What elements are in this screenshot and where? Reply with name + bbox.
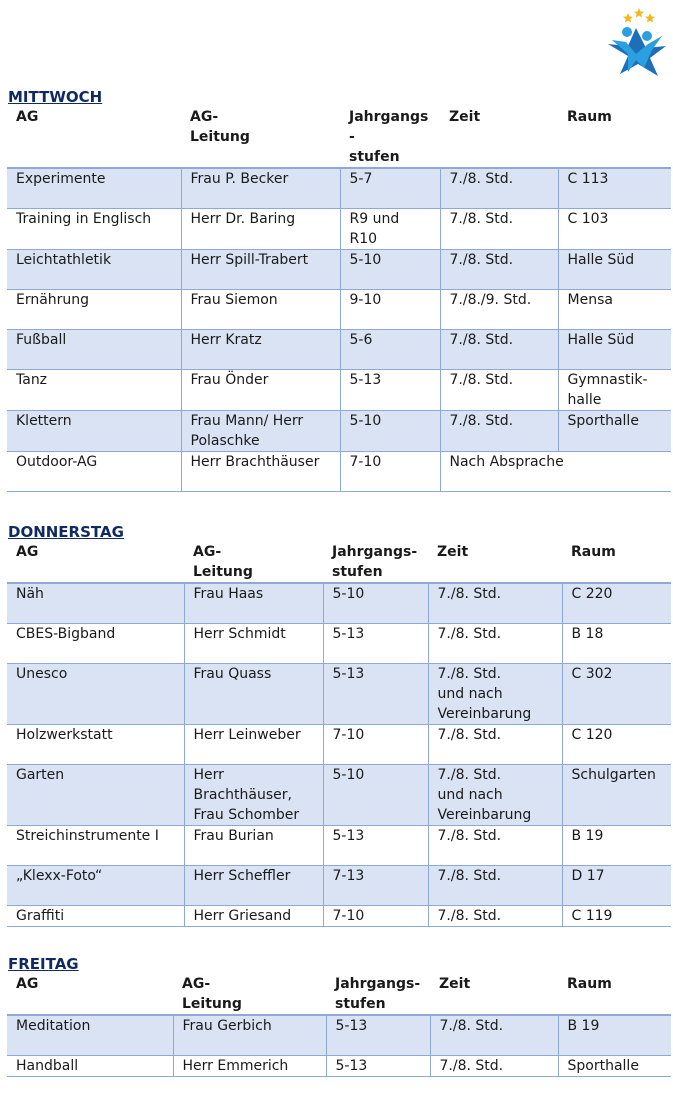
cell-ag: Streichinstrumente I bbox=[16, 827, 159, 844]
table-row bbox=[7, 289, 671, 329]
cell-zeit: Nach Absprache bbox=[440, 451, 671, 491]
cell-zeit: 7./8. Std. bbox=[430, 1055, 558, 1076]
section-mittwoch bbox=[7, 87, 671, 492]
cell-ag: Graffiti bbox=[16, 907, 65, 924]
col-header-raum: Raum bbox=[567, 976, 612, 992]
cell-ag: Experimente bbox=[7, 168, 181, 208]
table-row bbox=[7, 764, 671, 825]
cell-raum: C 113 bbox=[558, 168, 671, 208]
cell-zeit: 7./8. Std. bbox=[440, 249, 558, 289]
cell-zeit: 7./8. Std. bbox=[428, 905, 562, 926]
cell-zeit: 7./8./9. Std. bbox=[440, 289, 558, 329]
table-row bbox=[7, 825, 671, 865]
cell-raum: B 19 bbox=[558, 1015, 671, 1055]
section-freitag bbox=[7, 954, 671, 1077]
header-row bbox=[7, 974, 671, 1015]
table-row bbox=[7, 168, 671, 208]
cell-raum: C 103 bbox=[558, 208, 671, 249]
cell-stufen: 7-10 bbox=[323, 905, 428, 926]
cell-ag: Fußball bbox=[7, 329, 181, 369]
cell-ag: Tanz bbox=[16, 371, 48, 388]
cell-raum: C 120 bbox=[562, 724, 671, 764]
cell-raum: Sporthalle bbox=[558, 1055, 671, 1076]
cell-zeit: 7./8. Std. bbox=[428, 865, 562, 905]
cell-zeit: 7./8. Std. bbox=[428, 724, 562, 764]
cell-ag: Unesco bbox=[7, 663, 184, 724]
cell-stufen: 5-10 bbox=[323, 764, 428, 825]
col-header-stufen bbox=[326, 974, 430, 1015]
cell-ag: Näh bbox=[7, 583, 184, 623]
col-header-leitung bbox=[184, 542, 323, 583]
cell-zeit: 7./8. Std. bbox=[428, 623, 562, 663]
section-donnerstag bbox=[7, 522, 671, 927]
cell-leitung: Herr Kratz bbox=[181, 329, 340, 369]
cell-stufen: 5-13 bbox=[323, 825, 428, 865]
cell-ag: „Klexx-Foto“ bbox=[7, 865, 184, 905]
cell-zeit: 7./8. Std. bbox=[440, 369, 558, 410]
table-row bbox=[7, 623, 671, 663]
cell-leitung: Herr Schmidt bbox=[184, 623, 323, 663]
table-row bbox=[7, 583, 671, 623]
cell-stufen: 5-13 bbox=[323, 623, 428, 663]
cell-stufen: 5-6 bbox=[340, 329, 440, 369]
cell-leitung: Herr Scheffler bbox=[184, 865, 323, 905]
col-header-leitung bbox=[181, 107, 340, 168]
col-header-zeit: Zeit bbox=[449, 109, 481, 125]
cell-ag: Outdoor-AG bbox=[16, 453, 98, 470]
day-title: DONNERSTAG bbox=[8, 523, 124, 541]
cell-stufen: 5-7 bbox=[340, 168, 440, 208]
header-row bbox=[7, 542, 671, 583]
cell-raum: Mensa bbox=[558, 289, 671, 329]
col-header-ag: AG bbox=[16, 109, 39, 125]
cell-leitung: Herr Brachthäuser bbox=[181, 451, 340, 491]
cell-raum: C 302 bbox=[562, 663, 671, 724]
cell-leitung: Frau Quass bbox=[184, 663, 323, 724]
cell-zeit: 7./8. Std. bbox=[440, 208, 558, 249]
cell-zeit: 7./8. Std. und nach Vereinbarung bbox=[428, 764, 562, 825]
cell-raum: C 220 bbox=[562, 583, 671, 623]
cell-zeit: 7./8. Std. bbox=[428, 825, 562, 865]
col-header-stufen bbox=[323, 542, 428, 583]
cell-leitung: Frau Mann/ Herr Polaschke bbox=[181, 410, 340, 451]
table-row bbox=[7, 905, 671, 926]
cell-ag: Garten bbox=[7, 764, 184, 825]
cell-stufen: 7-10 bbox=[340, 451, 440, 491]
cell-stufen: 5-10 bbox=[323, 583, 428, 623]
cell-stufen: 9-10 bbox=[340, 289, 440, 329]
cell-raum: C 119 bbox=[562, 905, 671, 926]
cell-raum: Gymnastik- halle bbox=[558, 369, 671, 410]
cell-zeit: 7./8. Std. bbox=[440, 329, 558, 369]
cell-zeit: 7./8. Std. bbox=[440, 410, 558, 451]
cell-stufen: 5-10 bbox=[340, 249, 440, 289]
school-logo-icon bbox=[606, 6, 668, 78]
star-icon bbox=[645, 13, 655, 23]
header-line: Jahrgangs- stufen bbox=[332, 544, 418, 580]
star-icon bbox=[623, 13, 633, 23]
cell-ag: Klettern bbox=[7, 410, 181, 451]
table-row bbox=[7, 451, 671, 491]
cell-raum: Sporthalle bbox=[558, 410, 671, 451]
header-line: Jahrgangs- stufen bbox=[335, 976, 421, 1012]
table-row bbox=[7, 1015, 671, 1055]
cell-stufen: 5-13 bbox=[340, 369, 440, 410]
cell-ag: Holzwerkstatt bbox=[16, 726, 113, 743]
col-header-stufen bbox=[340, 107, 440, 168]
table-row bbox=[7, 663, 671, 724]
cell-raum: B 19 bbox=[562, 825, 671, 865]
header-line: Jahrgangs - stufen bbox=[349, 109, 429, 165]
table-row bbox=[7, 724, 671, 764]
table-row bbox=[7, 1055, 671, 1076]
cell-leitung: Frau Önder bbox=[181, 369, 340, 410]
cell-stufen: 7-10 bbox=[323, 724, 428, 764]
header-line: AG- Leitung bbox=[182, 976, 242, 1012]
day-title: MITTWOCH bbox=[8, 88, 103, 106]
table-row bbox=[7, 865, 671, 905]
table-row bbox=[7, 369, 671, 410]
col-header-raum: Raum bbox=[571, 544, 616, 560]
cell-stufen: 5-13 bbox=[326, 1055, 430, 1076]
cell-ag: CBES-Bigband bbox=[16, 625, 116, 642]
cell-ag: Training in Englisch bbox=[16, 210, 152, 227]
cell-leitung: Herr Dr. Baring bbox=[181, 208, 340, 249]
header-line: AG- Leitung bbox=[190, 109, 250, 145]
cell-raum: Halle Süd bbox=[558, 249, 671, 289]
cell-leitung: Frau P. Becker bbox=[181, 168, 340, 208]
cell-stufen: 5-13 bbox=[323, 663, 428, 724]
col-header-zeit: Zeit bbox=[437, 544, 469, 560]
cell-zeit: 7./8. Std. bbox=[440, 168, 558, 208]
table-row bbox=[7, 329, 671, 369]
cell-leitung: Frau Siemon bbox=[181, 289, 340, 329]
cell-zeit: 7./8. Std. bbox=[428, 583, 562, 623]
star-icon bbox=[634, 8, 644, 18]
day-title: FREITAG bbox=[8, 955, 79, 973]
cell-leitung: Frau Burian bbox=[184, 825, 323, 865]
cell-leitung: Frau Gerbich bbox=[173, 1015, 326, 1055]
col-header-ag: AG bbox=[16, 976, 39, 992]
col-header-raum: Raum bbox=[567, 109, 612, 125]
cell-raum: D 17 bbox=[562, 865, 671, 905]
cell-leitung: Herr Emmerich bbox=[173, 1055, 326, 1076]
cell-raum: B 18 bbox=[562, 623, 671, 663]
table-row bbox=[7, 249, 671, 289]
cell-leitung: Herr Brachthäuser, Frau Schomber bbox=[184, 764, 323, 825]
cell-leitung: Herr Spill-Trabert bbox=[181, 249, 340, 289]
col-header-zeit: Zeit bbox=[439, 976, 471, 992]
table-row bbox=[7, 208, 671, 249]
ag-table bbox=[7, 542, 671, 927]
cell-zeit: 7./8. Std. und nach Vereinbarung bbox=[428, 663, 562, 724]
cell-ag: Meditation bbox=[7, 1015, 173, 1055]
cell-stufen: R9 und R10 bbox=[340, 208, 440, 249]
cell-stufen: 7-13 bbox=[323, 865, 428, 905]
cell-ag: Ernährung bbox=[16, 291, 90, 308]
cell-ag: Handball bbox=[16, 1057, 79, 1074]
col-header-leitung bbox=[173, 974, 326, 1015]
cell-ag: Leichtathletik bbox=[7, 249, 181, 289]
header-line: AG- Leitung bbox=[193, 544, 253, 580]
ag-table bbox=[7, 974, 671, 1077]
cell-leitung: Frau Haas bbox=[184, 583, 323, 623]
cell-leitung: Herr Leinweber bbox=[184, 724, 323, 764]
cell-stufen: 5-13 bbox=[326, 1015, 430, 1055]
header-row bbox=[7, 107, 671, 168]
table-row bbox=[7, 410, 671, 451]
cell-zeit: 7./8. Std. bbox=[430, 1015, 558, 1055]
cell-raum: Schulgarten bbox=[562, 764, 671, 825]
cell-leitung: Herr Griesand bbox=[184, 905, 323, 926]
cell-raum: Halle Süd bbox=[558, 329, 671, 369]
ag-table bbox=[7, 107, 671, 492]
col-header-ag: AG bbox=[16, 544, 39, 560]
cell-stufen: 5-10 bbox=[340, 410, 440, 451]
